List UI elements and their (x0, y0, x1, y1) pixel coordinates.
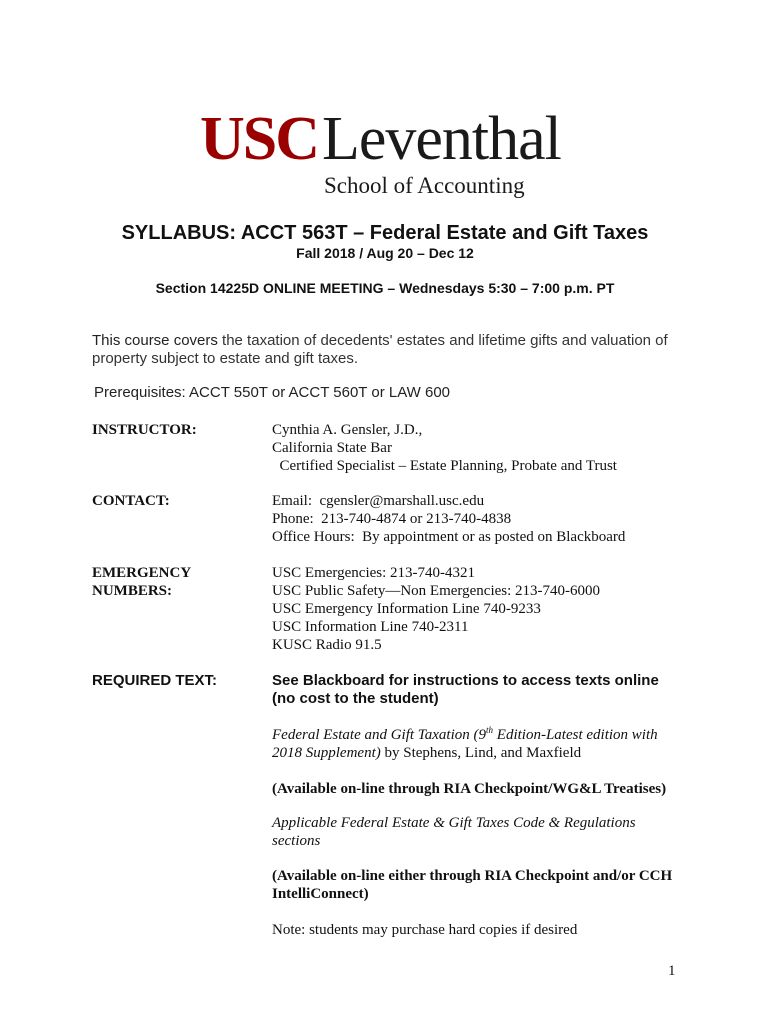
instructor-details (272, 421, 692, 475)
instructor-name: Cynthia A. Gensler, J.D., (272, 422, 423, 438)
contact-phone: Phone: 213-740-4874 or 213-740-4838 (272, 511, 512, 527)
syllabus-title: SYLLABUS: ACCT 563T – Federal Estate and Gift Taxes (121, 222, 649, 244)
emergency-line: KUSC Radio 91.5 (272, 637, 382, 653)
emergency-line: USC Emergencies: 213-740-4321 (272, 565, 476, 581)
emergency-line: USC Public Safety—Non Emergencies: 213-740-6000 (272, 583, 601, 599)
instructor-label: INSTRUCTOR: (92, 422, 197, 438)
availability-note-1: (Available on-line through RIA Checkpoint/WG&L Treatises) (272, 781, 667, 797)
prerequisites: Prerequisites: ACCT 550T or ACCT 560T or LAW 600 (94, 384, 451, 401)
term-dates: Fall 2018 / Aug 20 – Dec 12 (296, 245, 474, 261)
required-text-details (272, 672, 692, 939)
emergency-line: USC Information Line 740-2311 (272, 619, 469, 635)
contact-email[interactable]: Email: cgensler@marshall.usc.edu (272, 493, 485, 509)
instructor-bar: California State Bar (272, 440, 392, 456)
emergency-line: USC Emergency Information Line 740-9233 (272, 601, 541, 617)
description-rest: the taxation of decedents' estates and lifetime gifts and valuation of property subject to estate and gift taxes. (92, 332, 668, 367)
logo-leventhal-text: Leventhal (322, 105, 561, 173)
page-number: 1 (668, 963, 676, 979)
instructor-specialty: Certified Specialist – Estate Planning, Probate and Trust (272, 458, 617, 474)
course-description (92, 332, 692, 368)
required-text-heading: See Blackboard for instructions to access texts online (no cost to the student) (272, 672, 659, 707)
availability-note-2: (Available on-line either through RIA Checkpoint and/or CCH IntelliConnect) (272, 868, 673, 902)
emergency-label: EMERGENCY NUMBERS: (92, 565, 192, 599)
section-meeting-info: Section 14225D ONLINE MEETING – Wednesdays 5:30 – 7:00 p.m. PT (155, 280, 615, 296)
logo-school-text: School of Accounting (324, 173, 525, 198)
contact-office-hours: Office Hours: By appointment or as posted on Blackboard (272, 529, 626, 545)
usc-leventhal-logo (200, 105, 580, 204)
description-lead: This course covers (92, 332, 218, 349)
contact-details (272, 492, 692, 546)
textbook-citation: Federal Estate and Gift Taxation (9th Edition-Latest edition with 2018 Supplement) by Stephens, Lind, and Maxfield (272, 725, 658, 761)
logo-usc-text: USC (200, 105, 319, 173)
code-regulations-citation: Applicable Federal Estate & Gift Taxes Code & Regulations sections (272, 815, 636, 849)
hard-copy-note: Note: students may purchase hard copies if desired (272, 922, 578, 938)
contact-label: CONTACT: (92, 493, 170, 509)
required-text-label: REQUIRED TEXT: (92, 672, 218, 689)
emergency-numbers (272, 564, 692, 654)
